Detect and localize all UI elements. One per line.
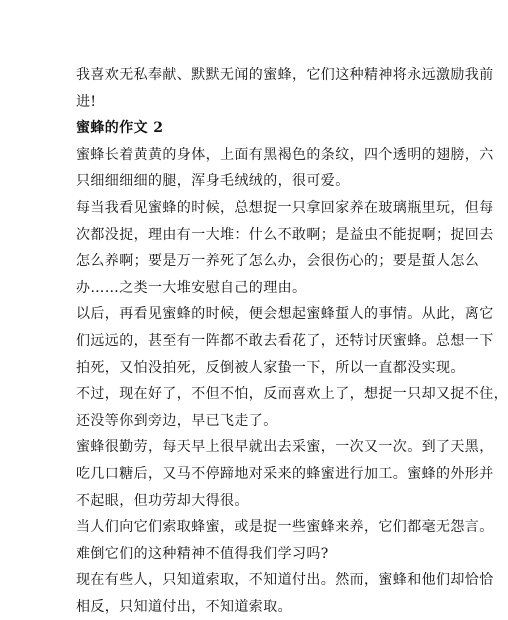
text-line: 进! [76, 93, 97, 110]
text-line: 难倒它们的这种精神不值得我们学习吗? [76, 545, 329, 562]
text-line: 不起眼，但功劳却大得很。 [76, 492, 249, 509]
text-line: 当人们向它们索取蜂蜜，或是捉一些蜜蜂来养，它们都毫无怨言。 [76, 519, 494, 536]
text-line: 吃几口糖后，又马不停蹄地对采来的蜂蜜进行加工。蜜蜂的外形并 [76, 465, 494, 482]
text-line: 我喜欢无私奉献、默默无闻的蜜蜂，它们这种精神将永远激励我前 [76, 67, 494, 83]
text-line: 怎么养啊；要是万一养死了怎么办，会很伤心的；要是蜇人怎么 [76, 253, 480, 270]
text-line: 只细细细细的腿，浑身毛绒绒的，很可爱。 [76, 173, 350, 190]
section-heading: 蜜蜂的作文 2 [76, 120, 164, 137]
text-line: 次都没捉，理由有一大堆：什么不敢啊；是益虫不能捉啊；捉回去 [76, 226, 494, 243]
text-line: 还没等你到旁边，早已飞走了。 [76, 412, 278, 429]
text-line: 办……之类一大堆安慰自己的理由。 [76, 279, 307, 296]
document-page [76, 62, 508, 620]
text-line: 相反，只知道付出，不知道索取。 [76, 598, 292, 615]
text-line: 们远远的，甚至有一阵都不敢去看花了，还特讨厌蜜蜂。总想一下 [76, 332, 494, 349]
text-line: 不过，现在好了，不但不怕，反而喜欢上了，想捉一只却又捉不住， [76, 386, 508, 403]
text-line: 以后，再看见蜜蜂的时候，便会想起蜜蜂蜇人的事情。从此，离它 [76, 306, 494, 323]
text-line: 每当我看见蜜蜂的时候，总想捉一只拿回家养在玻璃瓶里玩，但每 [76, 199, 494, 216]
text-line: 蜜蜂很勤劳，每天早上很早就出去采蜜，一次又一次。到了天黑， [76, 439, 494, 456]
text-line: 拍死，又怕没拍死，反倒被人家蛰一下，所以一直都没实现。 [76, 359, 465, 376]
text-line: 蜜蜂长着黄黄的身体，上面有黑褐色的条纹，四个透明的翅膀，六 [76, 146, 494, 163]
text-line: 现在有些人，只知道索取，不知道付出。然而，蜜蜂和他们却恰恰 [76, 572, 494, 589]
